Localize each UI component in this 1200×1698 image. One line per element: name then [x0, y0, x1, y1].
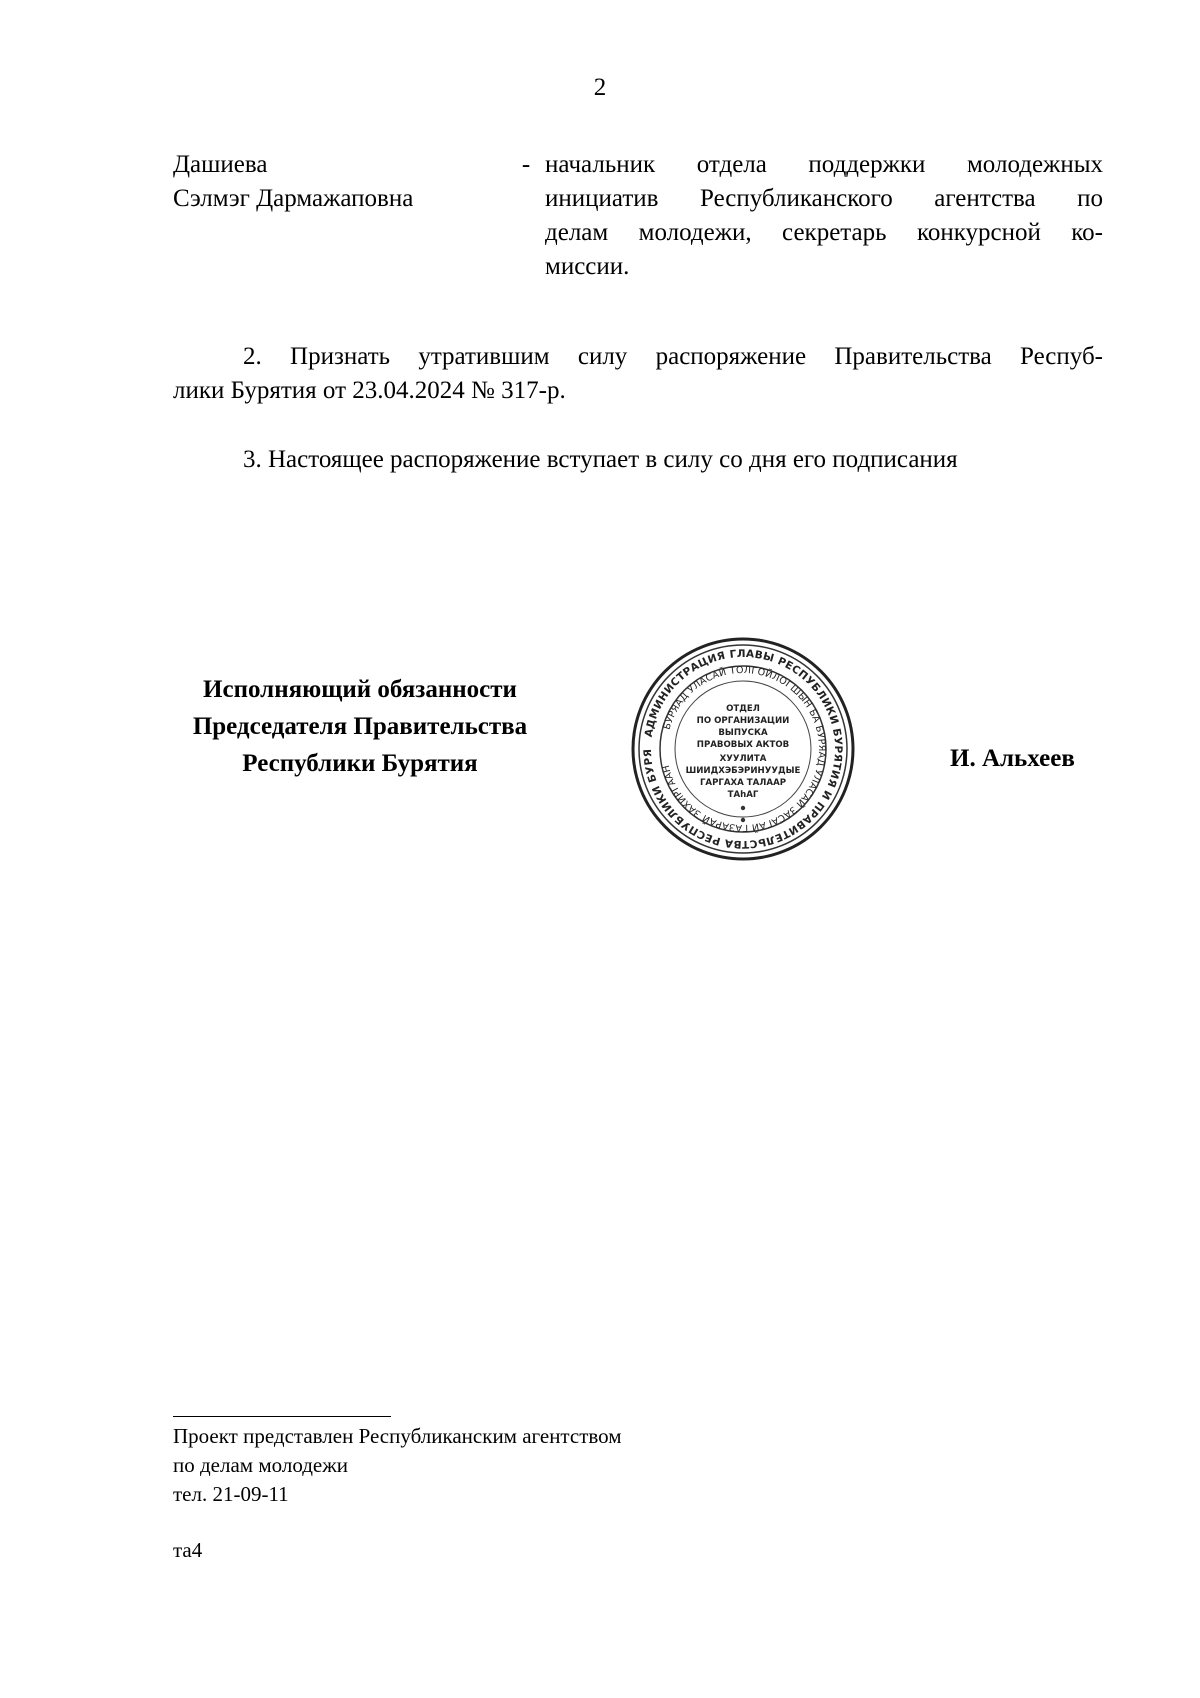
stamp-center-line: ГАРГАХА ТАЛААР — [699, 778, 787, 788]
item-3-line: 3. Настоящее распоряжение вступает в силу со дня его подписания — [243, 446, 958, 473]
stamp-center-line: ПРАВОВЫХ АКТОВ — [696, 740, 790, 750]
member-role-line: начальник отдела поддержки молодежных — [545, 151, 1103, 178]
member-given-names: Сэлмэг Дармажаповна — [173, 185, 414, 212]
stamp-inner-ring-text: БУРЯАД УЛАСАЙ ТОЛГОЙЛОГШЫН БА БУРЯАД УЛАСАЙ ЗАСАГАЙ ГАЗАРАЙ ЗАХИРГААН — [660, 664, 828, 834]
footnote-line: тел. 21-09-11 — [173, 1482, 289, 1506]
footnote-divider — [173, 1416, 391, 1417]
stamp-center-line: ТАһАГ — [727, 790, 759, 800]
stamp-dot — [741, 806, 745, 810]
member-dash: - — [521, 151, 531, 178]
stamp-dot — [741, 818, 745, 822]
stamp-seal-graphic — [630, 636, 856, 862]
footnote — [173, 1422, 622, 1509]
signature-title-line: Исполняющий обязанности — [203, 676, 517, 703]
signature-title — [160, 671, 560, 782]
signature-title-line: Республики Бурятия — [242, 750, 478, 777]
stamp-center-line: ХУУЛИТА — [719, 754, 767, 764]
item-3-paragraph — [173, 443, 1103, 477]
stamp-center-line: ВЫПУСКА — [718, 728, 768, 738]
member-surname: Дашиева — [173, 151, 268, 178]
item-2-paragraph — [173, 340, 1103, 408]
stamp-center-line: ОТДЕЛ — [726, 704, 760, 714]
official-stamp — [630, 636, 856, 862]
member-role-line: делам молодежи, секретарь конкурсной ко- — [545, 219, 1103, 246]
footnote-line: по делам молодежи — [173, 1453, 348, 1477]
stamp-outer-ring-text: АДМИНИСТРАЦИЯ ГЛАВЫ РЕСПУБЛИКИ БУРЯТИЯ И ПРАВИТЕЛЬСТВА РЕСПУБЛИКИ БУРЯ — [641, 647, 845, 851]
signature-title-line: Председателя Правительства — [192, 713, 528, 740]
stamp-center-line: ШИИДХЭБЭРИНУУДЫЕ — [685, 766, 801, 776]
page-number: 2 — [593, 74, 607, 101]
stamp-center-line: ПО ОРГАНИЗАЦИИ — [696, 716, 790, 726]
item-2-line: 2. Признать утратившим силу распоряжение Правительства Респуб- — [243, 343, 1103, 370]
footnote-line: Проект представлен Республиканским агентством — [173, 1424, 622, 1448]
member-name — [173, 148, 503, 216]
document-code: та4 — [173, 1538, 203, 1562]
member-role — [545, 148, 1103, 284]
member-role-line: миссии. — [545, 253, 630, 280]
member-role-line: инициатив Республиканского агентства по — [545, 185, 1103, 212]
item-2-line: лики Бурятия от 23.04.2024 № 317-р. — [173, 377, 566, 404]
signer-name: И. Альхеев — [950, 745, 1075, 772]
